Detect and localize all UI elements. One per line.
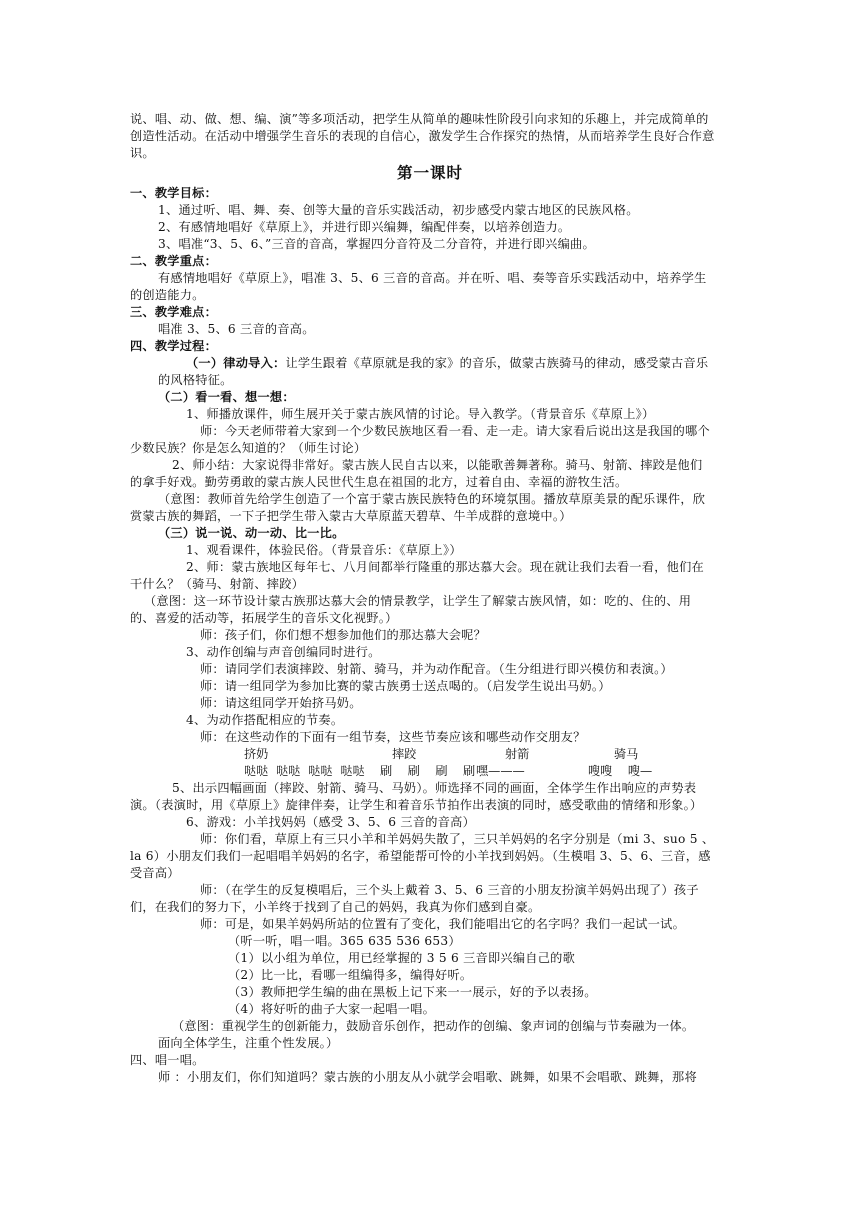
section-1-line xyxy=(186,355,786,371)
rhythm-action-label: 射箭 xyxy=(505,747,530,761)
section-heading: 二、教学重点： xyxy=(130,254,218,268)
text-line: 面向全体学生，注重个性发展。） xyxy=(158,1036,339,1050)
rhythm-pattern: 嗖嗖 嗖— xyxy=(588,764,653,778)
text-line: 创造性活动。在活动中增强学生音乐的表现的自信心，激发学生合作探究的热情，从而培养学生良好合作意 xyxy=(130,129,715,143)
text-line: 干什么？（骑马、射箭、摔跤） xyxy=(130,577,305,591)
rhythm-pattern: 刷 刷 刷 刷 xyxy=(380,764,476,778)
text-line: 受音高） xyxy=(130,866,180,880)
text-line: （1）以小组为单位，用已经掌握的 3 5 6 三音即兴编自己的歌 xyxy=(228,951,576,965)
section-heading: （三）说一说、动一动、比一比。 xyxy=(158,526,345,540)
text-line: 四、唱一唱。 xyxy=(130,1053,205,1067)
text-line: 5、出示四幅画面（摔跤、射箭、骑马、马奶）。师选择不同的画面，全体学生作出响应的声势表 xyxy=(172,781,697,795)
text-line: 的风格特征。 xyxy=(158,373,233,387)
text-line: （2）比一比，看哪一组编得多，编得好听。 xyxy=(228,968,473,982)
text-line: 的、喜爱的活动等，拓展学生的音乐文化视野。） xyxy=(130,611,398,625)
text-line: （听一听，唱一唱。365 635 536 653） xyxy=(228,934,461,948)
section-1-text: 让学生跟着《草原就是我的家》的音乐，做蒙古族骑马的律动，感受蒙古音乐 xyxy=(285,356,709,370)
text-line: 2、师小结：大家说得非常好。蒙古族人民自古以来，以能歌善舞著称。骑马、射箭、摔跤是他们 xyxy=(172,458,703,472)
text-line: （3）教师把学生编的曲在黑板上记下来一一展示，好的予以表扬。 xyxy=(228,985,597,999)
text-line: 3、唱准“3、5、6、”三音的音高，掌握四分音符及二分音符，并进行即兴编曲。 xyxy=(158,237,595,251)
section-heading: 四、教学过程： xyxy=(130,339,218,353)
text-line: 有感情地唱好《草原上》，唱准 3、5、6 三音的音高。并在听、唱、奏等音乐实践活动中，培养学生 xyxy=(158,271,707,285)
text-line: 唱准 3、5、6 三音的音高。 xyxy=(158,322,315,336)
text-line: 师：请这组同学开始挤马奶。 xyxy=(200,696,362,710)
text-line: 1、观看课件，体验民俗。（背景音乐：《草原上》） xyxy=(186,543,462,557)
text-line: 师：（在学生的反复模唱后，三个头上戴着 3、5、6 三音的小朋友扮演羊妈妈出现了）孩子 xyxy=(200,883,699,897)
text-line: 1、师播放课件，师生展开关于蒙古族风情的讨论。导入教学。（背景音乐《草原上》） xyxy=(186,407,655,421)
text-line: 少数民族？你是怎么知道的？（师生讨论） xyxy=(130,441,367,455)
text-line: 的拿手好戏。勤劳勇敢的蒙古族人民世代生息在祖国的北方，过着自由、幸福的游牧生活。 xyxy=(130,475,628,489)
rhythm-action-label: 挤奶 xyxy=(244,747,269,761)
lesson-title: 第一课时 xyxy=(396,163,463,182)
text-line: 2、有感情地唱好《草原上》，并进行即兴编舞，编配伴奏，以培养创造力。 xyxy=(158,220,571,234)
text-line: 2、师：蒙古族地区每年七、八月间都举行隆重的那达慕大会。现在就让我们去看一看，他们在 xyxy=(186,560,704,574)
section-1-heading: （一）律动导入： xyxy=(186,356,286,370)
text-line: 1、通过听、唱、舞、奏、创等大量的音乐实践活动，初步感受内蒙古地区的民族风格。 xyxy=(158,203,639,217)
text-line: 演。（表演时，用《草原上》旋律伴奏，让学生和着音乐节拍作出表演的同时，感受歌曲的情绪和形象。） xyxy=(130,798,703,812)
text-line: （4）将好听的曲子大家一起唱一唱。 xyxy=(228,1002,436,1016)
text-line: 赏蒙古族的舞蹈，一下子把学生带入蒙古大草原蓝天碧草、牛羊成群的意境中。） xyxy=(130,509,572,523)
text-line: 师：你们看，草原上有三只小羊和羊妈妈失散了，三只羊妈妈的名字分别是（mi 3、suo 5 、 xyxy=(200,832,715,846)
text-line: la 6）小朋友们我们一起唱唱羊妈妈的名字，希望能帮可怜的小羊找到妈妈。（生模唱 3、5、6、三音，感 xyxy=(130,849,711,863)
text-line: 师：可是，如果羊妈妈所站的位置有了变化，我们能唱出它的名字吗？我们一起试一试。 xyxy=(200,917,686,931)
rhythm-action-label: 摔跤 xyxy=(392,747,417,761)
section-heading: （二）看一看、想一想： xyxy=(158,390,295,404)
text-line: （意图：这一环节设计蒙古族那达慕大会的情景教学，让学生了解蒙古族风情，如：吃的、住的、用 xyxy=(144,594,692,608)
text-line: 师 ：小朋友们，你们知道吗？蒙古族的小朋友从小就学会唱歌、跳舞，如果不会唱歌、跳舞，那将 xyxy=(158,1070,697,1084)
text-line: 4、为动作搭配相应的节奏。 xyxy=(186,713,344,727)
text-line: 师：今天老师带着大家到一个少数民族地区看一看、走一走。请大家看后说出这是我国的哪个 xyxy=(200,424,710,438)
text-line: 识。 xyxy=(130,146,155,160)
text-line: （意图：教师首先给学生创造了一个富于蒙古族民族特色的环境氛围。播放草原美景的配乐课件，欣 xyxy=(158,492,706,506)
text-line: 的创造能力。 xyxy=(130,288,205,302)
text-line: 师：在这些动作的下面有一组节奏，这些节奏应该和哪些动作交朋友？ xyxy=(200,730,586,744)
rhythm-pattern: 哒哒 哒哒 哒哒 哒哒 xyxy=(244,764,365,778)
text-line: （意图：重视学生的创新能力，鼓励音乐创作，把动作的创编、象声词的创编与节奏融为一体。 xyxy=(172,1019,695,1033)
section-heading: 一、教学目标： xyxy=(130,186,218,200)
text-line: 6、游戏：小羊找妈妈（感受 3、5、6 三音的音高） xyxy=(186,815,476,829)
rhythm-action-label: 骑马 xyxy=(614,747,639,761)
text-line: 3、动作创编与声音创编同时进行。 xyxy=(186,645,381,659)
text-line: 们，在我们的努力下，小羊终于找到了自己的妈妈，我真为你们感到自豪。 xyxy=(130,900,541,914)
text-line: 师：孩子们，你们想不想参加他们的那达慕大会呢？ xyxy=(200,628,487,642)
text-line: 师：请同学们表演摔跤、射箭、骑马，并为动作配音。（生分组进行即兴模仿和表演。） xyxy=(200,662,673,676)
section-heading: 三、教学难点： xyxy=(130,305,218,319)
text-line: 说、唱、动、做、想、编、演”等多项活动，把学生从简单的趣味性阶段引向求知的乐趣上，并完成简单的 xyxy=(130,112,709,126)
rhythm-pattern: 嘿——— xyxy=(476,764,525,778)
text-line: 师：请一组同学为参加比赛的蒙古族勇士送点喝的。（启发学生说出马奶。） xyxy=(200,679,611,693)
